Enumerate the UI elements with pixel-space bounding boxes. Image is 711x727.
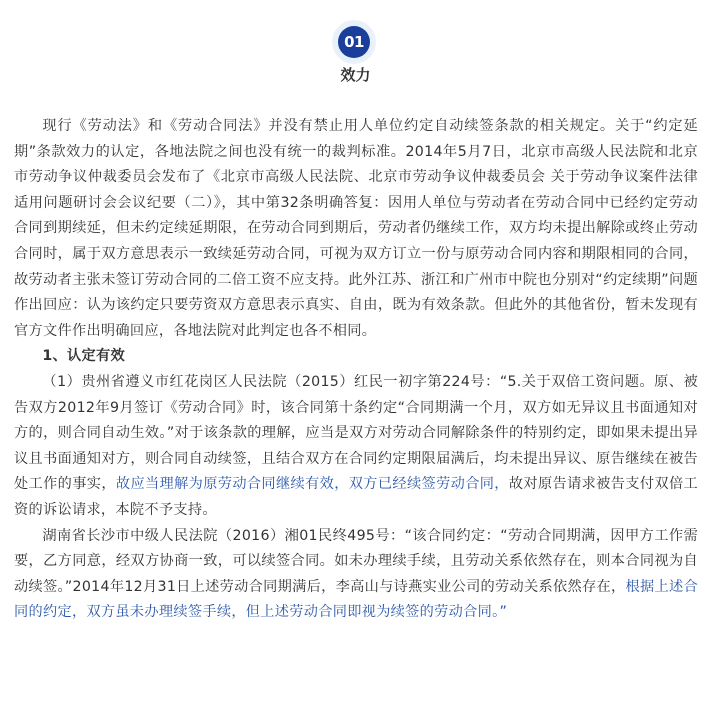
case-paragraph-2 <box>14 524 698 626</box>
case-1-tail: 故对原告请求被告支付双倍工资的诉讼请求，本院不予支持。 <box>14 476 698 518</box>
subheading: 1、认定有效 <box>42 348 126 365</box>
case-2-highlight: 根据上述合同的约定，双方虽未办理续签手续，但上述劳动合同即视为续签的劳动合同。” <box>14 578 698 621</box>
case-2-text: 湖南省长沙市中级人民法院（2016）湘01民终495号：“该合同约定：“劳动合同期满，因甲方工作需要，乙方同意，经双方协商一致，可以续签合同。如未办理续手续，且劳动关系依然存在，则本合同视为自动续签。”2014年12月31日上述劳动合同期满后，李高山与诗燕实业公司的劳动关系依然存在， <box>14 527 698 595</box>
section-number: 01 <box>338 26 370 58</box>
section-title: 效力 <box>340 66 371 84</box>
intro-paragraph: 现行《劳动法》和《劳动合同法》并没有禁止用人单位约定自动续签条款的相关规定。关于“约定延期”条款效力的认定，各地法院之间也没有统一的裁判标准。2014年5月7日，北京市高级人民法院和北京市劳动争议仲裁委员会发布了《北京市高级人民法院、北京市劳动争议仲裁委员会 关于劳动争议案件法律适用问题研讨会会议纪要（二）》，其中第32条明确答复：因用人单位与劳动者在劳动合同中已经约定劳动合同到期续延，但未约定续延期限，在劳动合同到期后，劳动者仍继续工作，双方均未提出解除或终止劳动合同时，属于双方意思表示一致续延劳动合同，可视为双方订立一份与原劳动合同内容和期限相同的合同，故劳动者主张未签订劳动合同的二倍工资不应支持。此外江苏、浙江和广州市中院也分别对“约定续期”问题作出回应：认为该约定只要劳资双方意思表示真实、自由，既为有效条款。但此外的其他省份，暂未发现有官方文件作出明确回应，各地法院对此判定也各不相同。 <box>14 118 698 339</box>
case-1-text: （1）贵州省遵义市红花岗区人民法院（2015）红民一初字第224号：“5.关于双倍工资问题。原、被告双方2012年9月签订《劳动合同》时，该合同第十条约定“合同期满一个月，双方如无异议且书面通知对方的，则合同自动生效。”对于该条款的理解，应当是双方对劳动合同解除条件的特别约定，即如果未提出异议且书面通知对方，则合同自动续签，且结合双方在合同约定期限届满后，均未提出异议、原告继续在被告处工作的事实， <box>14 373 698 493</box>
section-number-badge <box>332 20 376 64</box>
case-1-highlight: 故应当理解为原劳动合同继续有效，双方已经续签劳动合同， <box>115 476 509 493</box>
article-body <box>14 114 698 626</box>
case-paragraph-1 <box>14 370 698 524</box>
